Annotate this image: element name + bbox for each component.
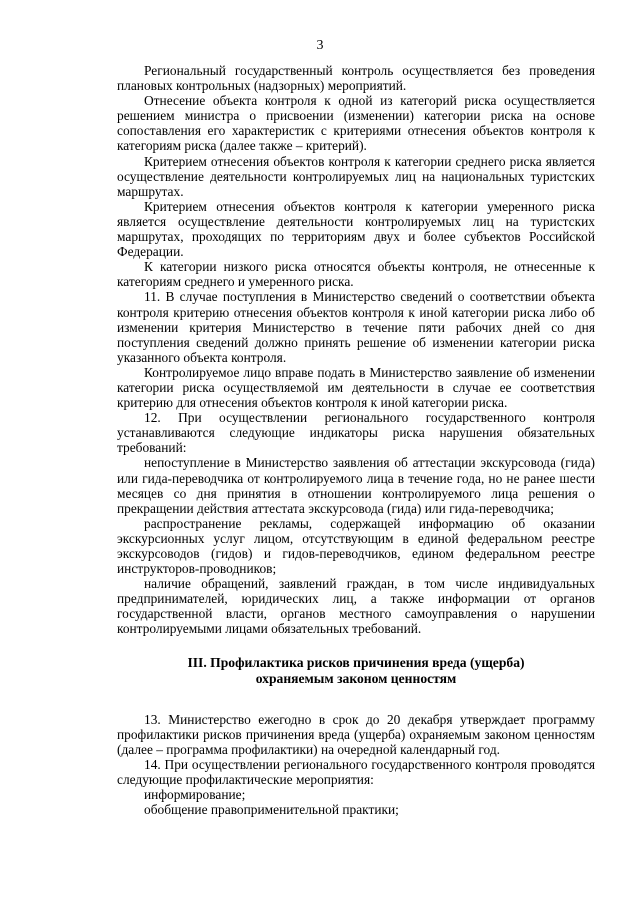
paragraph-item-11: 11. В случае поступления в Министерство сведений о соответствии объекта контроля критерию отнесения объектов контроля к иной категории риска либо об изменении критерия Министерство в течение пяти рабочих дней со дня поступления сведений должно принять решение об изменении категории риска указанного объекта контроля. <box>117 289 595 365</box>
list-item-risk-indicator-1: непоступление в Министерство заявления об аттестации экскурсовода (гида) или гида-переводчика от контролируемого лица в течение года, но не ранее шести месяцев со дня принятия в отношении контролируемого лица решения о прекращении действия аттестата экскурсовода (гида) или гида-переводчика; <box>117 455 595 516</box>
list-item-informing: информирование; <box>144 787 246 803</box>
section-heading-line-1: III. Профилактика рисков причинения вреда (ущерба) <box>187 654 525 670</box>
paragraph-item-12: 12. При осуществлении регионального государственного контроля устанавливаются следующие индикаторы риска нарушения обязательных требований: <box>117 410 595 456</box>
paragraph-item-14: 14. При осуществлении регионального государственного контроля проводятся следующие профилактические мероприятия: <box>117 756 595 787</box>
paragraph-category-change-request: Контролируемое лицо вправе подать в Министерство заявление об изменении категории риска осуществляемой им деятельности в случае ее соответствия критерию для отнесения объектов контроля к иной категории риска. <box>117 364 595 411</box>
paragraph-low-risk-category: К категории низкого риска относятся объекты контроля, не отнесенные к категориям среднего и умеренного риска. <box>117 259 595 290</box>
document-body <box>117 63 595 817</box>
section-heading-iii <box>117 655 595 687</box>
paragraph-item-13: 13. Министерство ежегодно в срок до 20 декабря утверждает программу профилактики рисков причинения вреда (ущерба) охраняемым законом ценностям (далее – программа профилактики) на очередной календарный год. <box>117 711 595 757</box>
list-item-risk-indicator-3: наличие обращений, заявлений граждан, в том числе индивидуальных предпринимателей, юридических лиц, а также информации от органов государственной власти, органов местного самоуправления о нарушении контролируемыми лицами обязательных требований. <box>117 576 595 637</box>
paragraph-moderate-risk-criterion: Критерием отнесения объектов контроля к категории умеренного риска является осуществление деятельности контролируемых лиц на туристских маршрутах, проходящих по территориям двух и более субъектов Российской Федерации. <box>117 198 595 260</box>
paragraph-risk-category-assignment: Отнесение объекта контроля к одной из категорий риска осуществляется решением министра о присвоении (изменении) категории риска на основе сопоставления его характеристик с критериями отнесения объектов контроля к категориям риска (далее также – критерий). <box>117 93 595 154</box>
paragraph-medium-risk-criterion: Критерием отнесения объектов контроля к категории среднего риска является осуществление деятельности контролируемых лиц на национальных туристских маршрутах. <box>117 153 595 199</box>
paragraph-planned-inspections: Региональный государственный контроль осуществляется без проведения плановых контрольных (надзорных) мероприятий. <box>117 63 595 94</box>
page-number: 3 <box>316 38 324 53</box>
list-item-practice-generalization: обобщение правоприменительной практики; <box>144 802 399 818</box>
section-heading-line-2: охраняемым законом ценностям <box>255 670 457 686</box>
list-item-risk-indicator-2: распространение рекламы, содержащей информацию об оказании экскурсионных услуг лицом, отсутствующим в единой федеральном реестре экскурсоводов (гидов) и гидов-переводчиков, едином федеральном реестре инструкторов-проводников; <box>117 515 595 577</box>
